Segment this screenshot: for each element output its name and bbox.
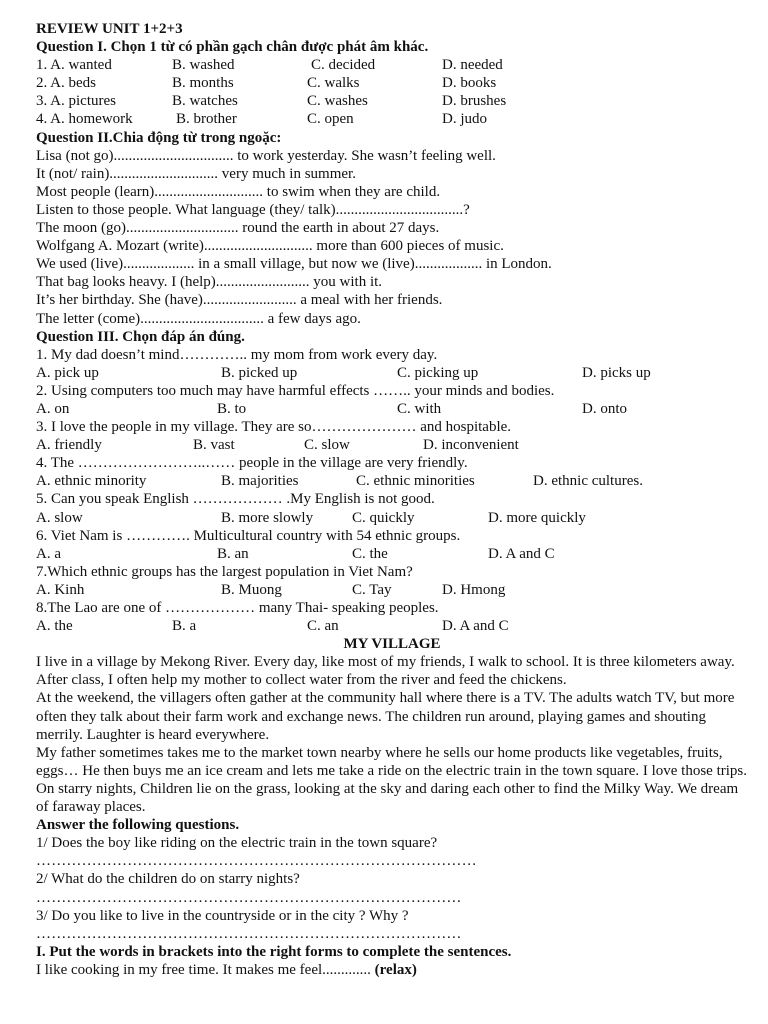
option-b: B. months bbox=[172, 75, 234, 92]
option-row bbox=[36, 110, 748, 128]
option-c: C. quickly bbox=[352, 509, 415, 526]
option-a: 4. A. homework bbox=[36, 111, 133, 128]
answer-blank[interactable]: ………………………………………………………………………… bbox=[36, 925, 462, 942]
verb-sentence: We used (live)................... in a small village, but now we (live).................. in London. bbox=[36, 256, 552, 273]
option-b: B. picked up bbox=[221, 364, 298, 381]
word-form-text: I like cooking in my free time. It makes me feel............. bbox=[36, 961, 375, 978]
answer-blank[interactable]: ………………………………………………………………………… bbox=[36, 889, 462, 906]
word-form-cue: (relax) bbox=[374, 961, 417, 978]
reading-title: MY VILLAGE bbox=[343, 636, 441, 653]
verb-sentence: Lisa (not go)................................ to work yesterday. She wasn’t feeling well. bbox=[36, 147, 496, 164]
option-a: A. pick up bbox=[36, 364, 99, 381]
option-a: 2. A. beds bbox=[36, 75, 96, 92]
comprehension-question: 3/ Do you like to live in the countryside or in the city ? Why ? bbox=[36, 907, 409, 924]
option-b: B. washed bbox=[172, 57, 235, 74]
option-a: A. friendly bbox=[36, 437, 102, 454]
word-form-sentence bbox=[36, 961, 748, 979]
answer-heading: Answer the following questions. bbox=[36, 817, 240, 834]
mc-question: 7.Which ethnic groups has the largest population in Viet Nam? bbox=[36, 563, 413, 580]
option-b: B. Muong bbox=[221, 581, 282, 598]
question-2-sentences bbox=[36, 147, 748, 328]
option-d: D. onto bbox=[582, 400, 627, 417]
option-c: C. Tay bbox=[352, 581, 392, 598]
verb-sentence: It (not/ rain)............................. very much in summer. bbox=[36, 165, 356, 182]
option-d: D. A and C bbox=[488, 545, 555, 562]
verb-sentence: The moon (go).............................. round the earth in about 27 days. bbox=[36, 220, 440, 237]
verb-sentence: That bag looks heavy. I (help)......................... you with it. bbox=[36, 274, 383, 291]
worksheet bbox=[36, 20, 748, 979]
option-d: D. needed bbox=[442, 57, 503, 74]
question-3-items bbox=[36, 346, 748, 636]
option-row bbox=[36, 92, 748, 110]
option-c: C. walks bbox=[307, 75, 360, 92]
option-d: D. Hmong bbox=[442, 581, 506, 598]
option-a: 1. A. wanted bbox=[36, 57, 112, 74]
option-row bbox=[36, 617, 748, 635]
worksheet-title: REVIEW UNIT 1+2+3 bbox=[36, 21, 183, 37]
comprehension-question: 1/ Does the boy like riding on the electric train in the town square? bbox=[36, 835, 438, 852]
question-1-options bbox=[36, 56, 748, 128]
option-row bbox=[36, 56, 748, 74]
option-d: D. more quickly bbox=[488, 509, 586, 526]
option-c: C. an bbox=[307, 618, 339, 635]
option-c: C. slow bbox=[304, 437, 350, 454]
option-a: A. slow bbox=[36, 509, 83, 526]
option-row bbox=[36, 581, 748, 599]
option-a: A. Kinh bbox=[36, 581, 85, 598]
mc-question: 6. Viet Nam is …………. Multicultural country with 54 ethnic groups. bbox=[36, 527, 461, 544]
question-2-heading: Question II.Chia động từ trong ngoặc: bbox=[36, 129, 282, 146]
option-a: A. on bbox=[36, 400, 70, 417]
question-1-heading: Question I. Chọn 1 từ có phần gạch chân được phát âm khác. bbox=[36, 39, 429, 56]
reading-paragraph: At the weekend, the villagers often gather at the community hall where there is a TV. The adults watch TV, but more often they talk about their farm work and exchange news. The children run around, playing games and shouting merrily. Laughter is heard everywhere. bbox=[36, 690, 735, 743]
reading-paragraph: On starry nights, Children lie on the grass, looking at the sky and daring each other to find the Milky Way. We dream of faraway places. bbox=[36, 780, 739, 816]
mc-question: 4. The ……………………..…… people in the village are very friendly. bbox=[36, 455, 468, 472]
option-row bbox=[36, 364, 748, 382]
option-c: C. ethnic minorities bbox=[356, 473, 475, 490]
option-d: D. inconvenient bbox=[423, 437, 519, 454]
verb-sentence: Most people (learn)............................. to swim when they are child. bbox=[36, 183, 441, 200]
option-row bbox=[36, 74, 748, 92]
option-d: D. judo bbox=[442, 111, 487, 128]
option-c: C. with bbox=[397, 400, 442, 417]
answer-blank[interactable]: …………………………………………………………………………… bbox=[36, 853, 477, 870]
verb-sentence: The letter (come)................................. a few days ago. bbox=[36, 310, 361, 327]
option-b: B. watches bbox=[172, 93, 238, 110]
option-a: 3. A. pictures bbox=[36, 93, 116, 110]
option-b: B. an bbox=[217, 545, 249, 562]
option-d: D. books bbox=[442, 75, 497, 92]
option-a: A. ethnic minority bbox=[36, 473, 147, 490]
option-d: D. A and C bbox=[442, 618, 509, 635]
option-row bbox=[36, 472, 748, 490]
mc-question: 3. I love the people in my village. They are so………………… and hospitable. bbox=[36, 419, 512, 436]
option-d: D. ethnic cultures. bbox=[533, 473, 643, 490]
option-b: B. majorities bbox=[221, 473, 299, 490]
verb-sentence: Listen to those people. What language (they/ talk)..................................? bbox=[36, 201, 470, 218]
option-row bbox=[36, 436, 748, 454]
mc-question: 5. Can you speak English ……………… .My English is not good. bbox=[36, 491, 435, 508]
option-c: C. picking up bbox=[397, 364, 479, 381]
option-a: A. a bbox=[36, 545, 61, 562]
option-b: B. brother bbox=[176, 111, 237, 128]
option-a: A. the bbox=[36, 618, 73, 635]
question-3-heading: Question III. Chọn đáp án đúng. bbox=[36, 328, 245, 345]
option-c: C. open bbox=[307, 111, 354, 128]
mc-question: 1. My dad doesn’t mind………….. my mom from work every day. bbox=[36, 346, 438, 363]
mc-question: 2. Using computers too much may have harmful effects …….. your minds and bodies. bbox=[36, 382, 555, 399]
option-row bbox=[36, 545, 748, 563]
reading-paragraph: My father sometimes takes me to the market town nearby where he sells our home products like vegetables, fruits, eggs… He then buys me an ice cream and lets me take a ride on the electric train in the town square. I love those trips. bbox=[36, 744, 748, 779]
option-c: C. washes bbox=[307, 93, 368, 110]
option-d: D. brushes bbox=[442, 93, 507, 110]
option-d: D. picks up bbox=[582, 364, 651, 381]
verb-sentence: Wolfgang A. Mozart (write)............................. more than 600 pieces of music. bbox=[36, 238, 504, 255]
option-row bbox=[36, 400, 748, 418]
option-c: C. the bbox=[352, 545, 388, 562]
option-b: B. vast bbox=[193, 437, 235, 454]
verb-sentence: It’s her birthday. She (have)......................... a meal with her friends. bbox=[36, 292, 443, 309]
option-b: B. a bbox=[172, 618, 197, 635]
word-form-heading: I. Put the words in brackets into the right forms to complete the sentences. bbox=[36, 943, 512, 960]
mc-question: 8.The Lao are one of ……………… many Thai- speaking peoples. bbox=[36, 600, 439, 616]
option-row bbox=[36, 509, 748, 527]
option-b: B. more slowly bbox=[221, 509, 314, 526]
comprehension-question: 2/ What do the children do on starry nights? bbox=[36, 871, 300, 888]
reading-paragraph: I live in a village by Mekong River. Every day, like most of my friends, I walk to school. It is three kilometers away. After class, I often help my mother to collect water from the river and feed the chickens. bbox=[36, 654, 735, 689]
option-b: B. to bbox=[217, 400, 247, 417]
option-c: C. decided bbox=[311, 57, 376, 74]
